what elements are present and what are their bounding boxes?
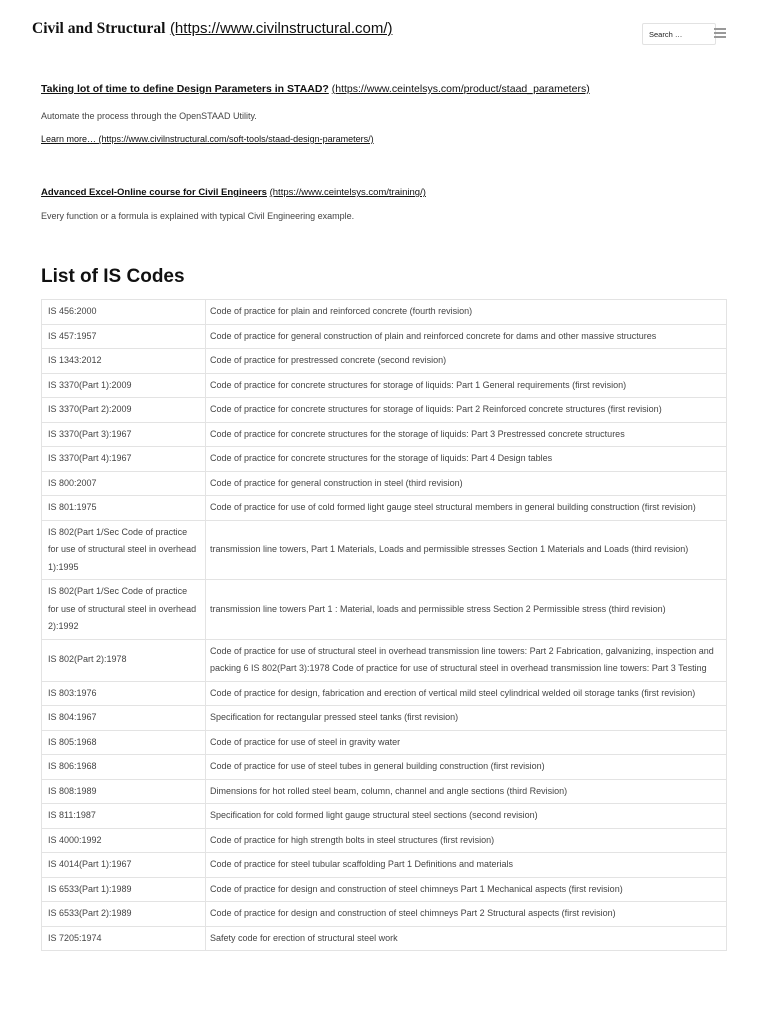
table-row xyxy=(42,706,727,731)
description-cell: Code of practice for use of structural steel in overhead transmission line towers: Part 2 Fabrication, galvanizing, inspection and packing 6 IS 802(Part 3):1978 Code of practice for use of structural steel in overhead transmission line towers: Part 3 Testing xyxy=(206,639,727,681)
description-cell: Code of practice for use of steel tubes in general building construction (first revision) xyxy=(206,755,727,780)
code-cell: IS 3370(Part 2):2009 xyxy=(42,398,206,423)
description-cell: Code of practice for steel tubular scaffolding Part 1 Definitions and materials xyxy=(206,853,727,878)
code-cell: IS 6533(Part 2):1989 xyxy=(42,902,206,927)
code-cell: IS 808:1989 xyxy=(42,779,206,804)
table-row xyxy=(42,580,727,640)
site-url-link[interactable]: (https://www.civilnstructural.com/) xyxy=(169,20,393,37)
table-row xyxy=(42,828,727,853)
code-cell: IS 802(Part 1/Sec Code of practice for use of structural steel in overhead 2):1992 xyxy=(42,580,206,640)
code-cell: IS 803:1976 xyxy=(42,681,206,706)
description-cell: Code of practice for use of steel in gravity water xyxy=(206,730,727,755)
description-cell: Dimensions for hot rolled steel beam, column, channel and angle sections (third Revision) xyxy=(206,779,727,804)
description-cell: Code of practice for design and construction of steel chimneys Part 2 Structural aspects (first revision) xyxy=(206,902,727,927)
code-cell: IS 802(Part 1/Sec Code of practice for use of structural steel in overhead 1):1995 xyxy=(42,520,206,580)
promo-staad-url[interactable]: (https://www.ceintelsys.com/product/staad_parameters) xyxy=(331,83,590,95)
code-cell: IS 3370(Part 3):1967 xyxy=(42,422,206,447)
description-cell: Safety code for erection of structural steel work xyxy=(206,926,727,951)
table-row xyxy=(42,902,727,927)
site-title[interactable] xyxy=(32,20,392,38)
code-cell: IS 1343:2012 xyxy=(42,349,206,374)
table-row xyxy=(42,496,727,521)
table-row xyxy=(42,755,727,780)
table-row xyxy=(42,300,727,325)
table-row xyxy=(42,373,727,398)
code-cell: IS 6533(Part 1):1989 xyxy=(42,877,206,902)
table-row xyxy=(42,853,727,878)
description-cell: Code of practice for concrete structures for storage of liquids: Part 2 Reinforced concrete structures (first revision) xyxy=(206,398,727,423)
code-cell: IS 3370(Part 1):2009 xyxy=(42,373,206,398)
description-cell: Code of practice for concrete structures for storage of liquids: Part 1 General requirements (first revision) xyxy=(206,373,727,398)
learn-more-link-wrap xyxy=(41,134,374,144)
table-row xyxy=(42,349,727,374)
code-cell: IS 457:1957 xyxy=(42,324,206,349)
learn-more-link[interactable]: Learn more… (https://www.civilnstructural.com/soft-tools/staad-design-parameters/) xyxy=(41,134,374,144)
description-cell: Code of practice for prestressed concrete (second revision) xyxy=(206,349,727,374)
site-title-text[interactable]: Civil and Structural xyxy=(32,20,166,37)
description-cell: Specification for cold formed light gauge structural steel sections (second revision) xyxy=(206,804,727,829)
description-cell: Code of practice for design, fabrication and erection of vertical mild steel cylindrical welded oil storage tanks (first revision) xyxy=(206,681,727,706)
code-cell: IS 806:1968 xyxy=(42,755,206,780)
code-cell: IS 811:1987 xyxy=(42,804,206,829)
table-row xyxy=(42,398,727,423)
code-cell: IS 7205:1974 xyxy=(42,926,206,951)
promo-excel-description: Every function or a formula is explained with typical Civil Engineering example. xyxy=(41,211,355,221)
code-cell: IS 805:1968 xyxy=(42,730,206,755)
description-cell: Code of practice for high strength bolts in steel structures (first revision) xyxy=(206,828,727,853)
description-cell: Specification for rectangular pressed steel tanks (first revision) xyxy=(206,706,727,731)
code-cell: IS 3370(Part 4):1967 xyxy=(42,447,206,472)
table-row xyxy=(42,877,727,902)
description-cell: Code of practice for general construction of plain and reinforced concrete for dams and other massive structures xyxy=(206,324,727,349)
hamburger-menu-icon[interactable] xyxy=(714,28,726,38)
code-cell: IS 4000:1992 xyxy=(42,828,206,853)
description-cell: Code of practice for general construction in steel (third revision) xyxy=(206,471,727,496)
promo-staad-link[interactable]: Taking lot of time to define Design Parameters in STAAD? xyxy=(41,83,329,95)
promo-excel xyxy=(41,187,426,198)
table-row xyxy=(42,681,727,706)
code-cell: IS 4014(Part 1):1967 xyxy=(42,853,206,878)
table-row xyxy=(42,779,727,804)
table-row xyxy=(42,639,727,681)
table-row xyxy=(42,422,727,447)
description-cell: Code of practice for use of cold formed light gauge steel structural members in general building construction (first revision) xyxy=(206,496,727,521)
table-row xyxy=(42,926,727,951)
table-row xyxy=(42,520,727,580)
is-codes-table xyxy=(41,299,727,951)
table-row xyxy=(42,471,727,496)
promo-staad xyxy=(41,83,590,95)
promo-staad-description: Automate the process through the OpenSTAAD Utility. xyxy=(41,111,257,121)
description-cell: Code of practice for plain and reinforced concrete (fourth revision) xyxy=(206,300,727,325)
table-row xyxy=(42,324,727,349)
code-cell: IS 802(Part 2):1978 xyxy=(42,639,206,681)
promo-excel-link[interactable]: Advanced Excel-Online course for Civil Engineers xyxy=(41,187,267,198)
table-row xyxy=(42,804,727,829)
description-cell: Code of practice for concrete structures for the storage of liquids: Part 4 Design tables xyxy=(206,447,727,472)
table-row xyxy=(42,447,727,472)
code-cell: IS 801:1975 xyxy=(42,496,206,521)
code-cell: IS 800:2007 xyxy=(42,471,206,496)
description-cell: Code of practice for design and construction of steel chimneys Part 1 Mechanical aspects (first revision) xyxy=(206,877,727,902)
site-header xyxy=(32,18,728,52)
search-input[interactable] xyxy=(642,23,716,45)
code-cell: IS 804:1967 xyxy=(42,706,206,731)
description-cell: transmission line towers, Part 1 Materials, Loads and permissible stresses Section 1 Materials and Loads (third revision) xyxy=(206,520,727,580)
code-cell: IS 456:2000 xyxy=(42,300,206,325)
section-title: List of IS Codes xyxy=(41,266,185,287)
description-cell: transmission line towers Part 1 : Material, loads and permissible stress Section 2 Permissible stress (third revision) xyxy=(206,580,727,640)
promo-excel-url[interactable]: (https://www.ceintelsys.com/training/) xyxy=(269,187,426,198)
table-row xyxy=(42,730,727,755)
description-cell: Code of practice for concrete structures for the storage of liquids: Part 3 Prestressed concrete structures xyxy=(206,422,727,447)
